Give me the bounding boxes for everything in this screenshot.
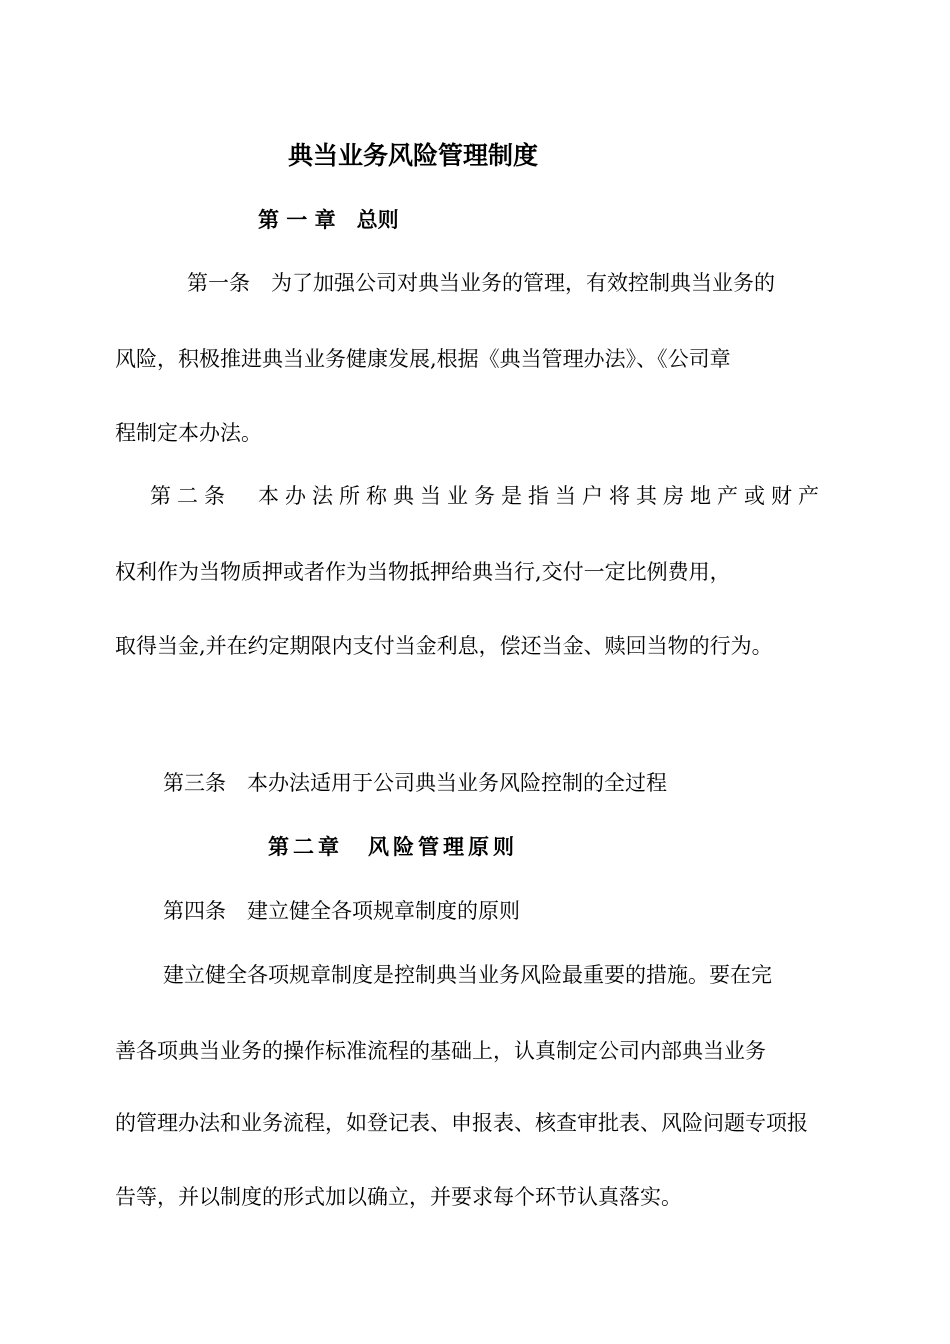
article-2-line-3: 取得当金,并在约定期限内支付当金利息，偿还当金、赎回当物的行为。 (115, 634, 773, 658)
article-4-line-1: 建立健全各项规章制度是控制典当业务风险最重要的措施。要在完 (163, 963, 772, 987)
chapter-1-heading: 第 一 章 总则 (258, 208, 399, 232)
article-1-line-1: 第一条 为了加强公司对典当业务的管理，有效控制典当业务的 (187, 271, 775, 295)
article-1-line-2: 风险，积极推进典当业务健康发展,根据《典当管理办法》、《公司章 (115, 347, 731, 371)
article-3-text: 第三条 本办法适用于公司典当业务风险控制的全过程 (163, 771, 667, 795)
article-4-heading: 第四条 建立健全各项规章制度的原则 (163, 899, 520, 923)
document-title: 典当业务风险管理制度 (288, 141, 539, 170)
article-4-line-2: 善各项典当业务的操作标准流程的基础上，认真制定公司内部典当业务 (115, 1039, 766, 1063)
article-2-line-1: 第二条 本办法所称典当业务是指当户将其房地产或财产 (150, 484, 825, 508)
article-4-line-4: 告等，并以制度的形式加以确立，并要求每个环节认真落实。 (115, 1185, 682, 1209)
chapter-2-heading: 第二章 风险管理原则 (268, 835, 518, 859)
article-4-line-3: 的管理办法和业务流程，如登记表、申报表、核查审批表、风险问题专项报 (115, 1111, 808, 1135)
article-2-line-2: 权利作为当物质押或者作为当物抵押给典当行,交付一定比例费用， (115, 560, 731, 584)
article-1-line-3: 程制定本办法。 (115, 421, 262, 445)
